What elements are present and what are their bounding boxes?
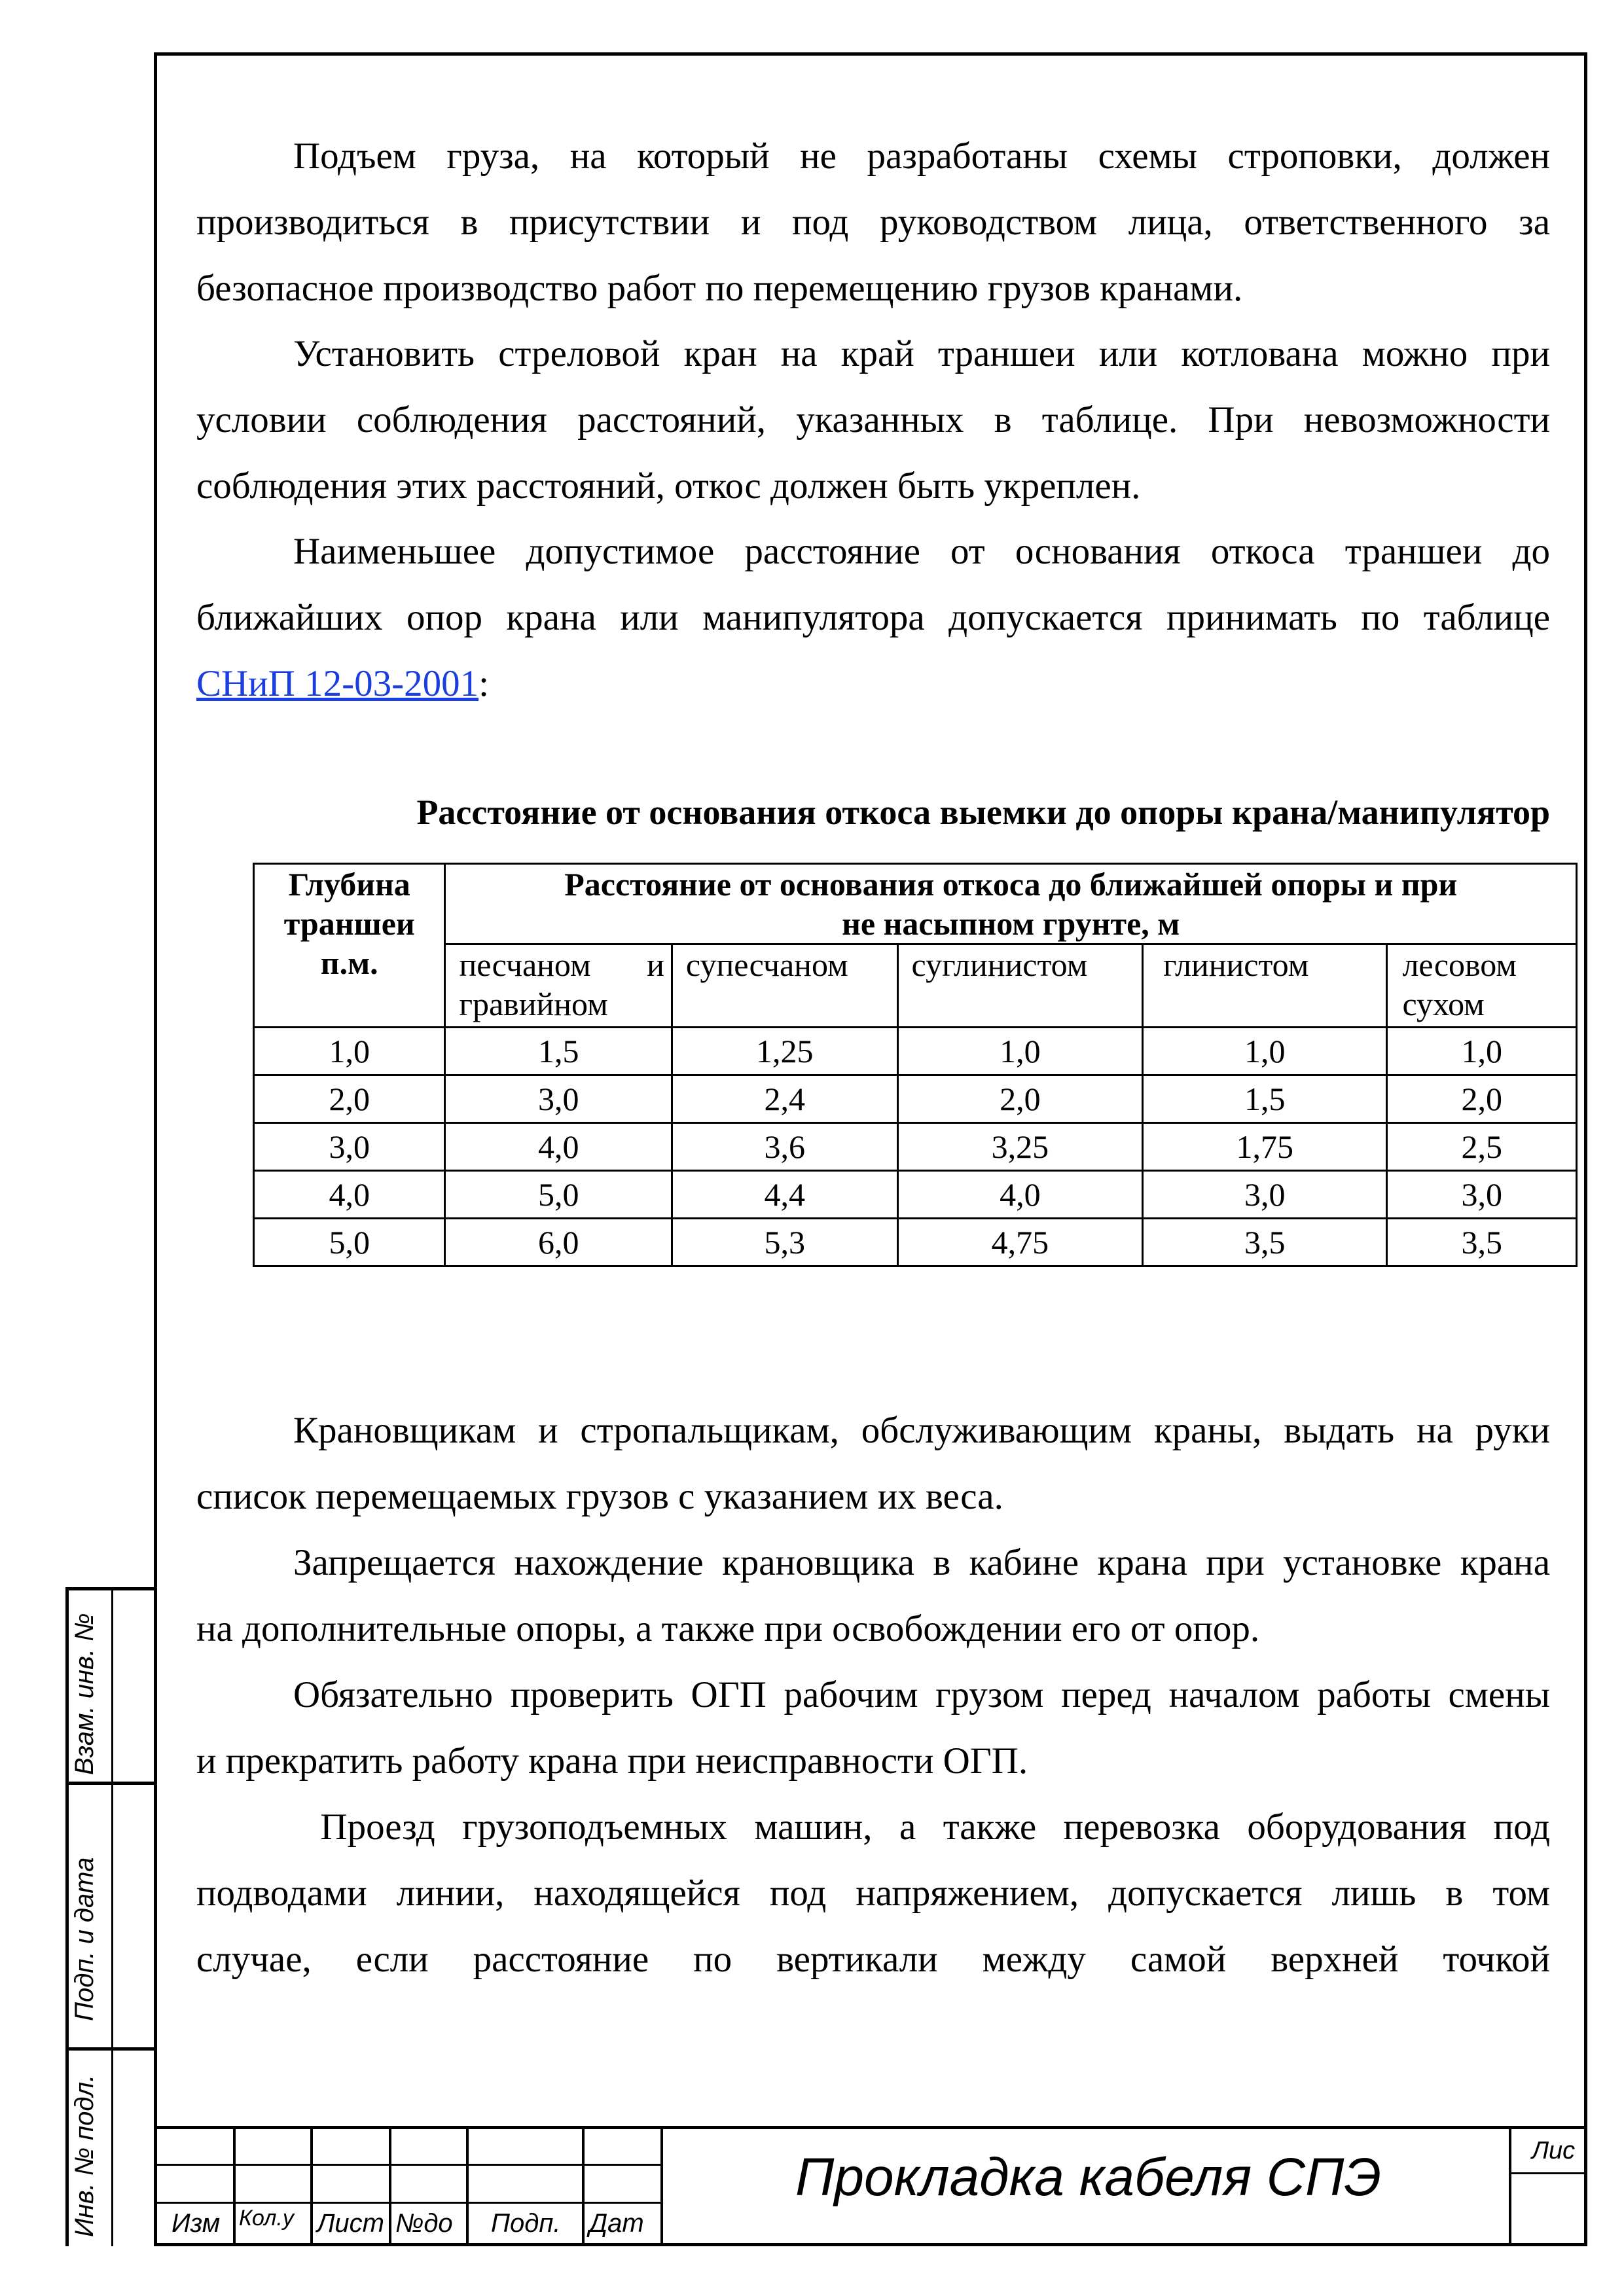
margin-strip-divider bbox=[111, 1587, 113, 2246]
col-label-date: Дат bbox=[589, 2209, 644, 2238]
table-cell: 1,0 bbox=[1143, 1028, 1387, 1075]
header-line: супесчаном bbox=[685, 946, 848, 983]
header-line: п.м. bbox=[320, 944, 378, 981]
table-cell: 5,0 bbox=[254, 1219, 445, 1266]
table-caption: Расстояние от основания откоса выемки до опоры крана/манипулятор bbox=[416, 793, 1550, 832]
margin-strip-line bbox=[65, 2047, 157, 2051]
soil-header-sand bbox=[445, 944, 672, 1028]
snip-link[interactable]: СНиП 12-03-2001 bbox=[196, 663, 479, 704]
header-line: суглинистом bbox=[911, 946, 1088, 983]
soil-header-sandy-loam bbox=[672, 944, 897, 1028]
paragraph-ogp-check bbox=[196, 1662, 1550, 1794]
header-line: траншеи bbox=[283, 905, 415, 942]
header-line: Глубина bbox=[288, 866, 410, 903]
soil-header-loess bbox=[1387, 944, 1577, 1028]
table-row bbox=[254, 1028, 1577, 1075]
title-block-col bbox=[660, 2126, 663, 2246]
text-line bbox=[196, 651, 1550, 717]
header-line: песчаном и bbox=[459, 946, 664, 983]
col-label-sign: Подп. bbox=[491, 2209, 561, 2238]
table-row bbox=[254, 1075, 1577, 1123]
title-block-col bbox=[582, 2126, 585, 2246]
col-label-izm: Изм bbox=[171, 2209, 221, 2238]
margin-label-signature-date: Подп. и дата bbox=[70, 1857, 99, 2021]
header-line: глинистом bbox=[1163, 946, 1309, 983]
title-block-col bbox=[389, 2126, 391, 2246]
soil-header-clay bbox=[1143, 944, 1387, 1028]
table-cell: 4,4 bbox=[672, 1171, 897, 1219]
text-line: условии соблюдения расстояний, указанных в таблице. При невозможности bbox=[196, 399, 1550, 440]
paragraph-min-distance bbox=[196, 518, 1550, 717]
table-cell: 1,75 bbox=[1143, 1123, 1387, 1171]
table-cell: 4,75 bbox=[897, 1219, 1143, 1266]
table-cell: 4,0 bbox=[254, 1171, 445, 1219]
header-line: Расстояние от основания откоса до ближайшей опоры и при bbox=[564, 866, 1458, 903]
table-cell: 4,0 bbox=[445, 1123, 672, 1171]
header-line: сухом bbox=[1402, 986, 1485, 1022]
table-cell: 3,0 bbox=[1143, 1171, 1387, 1219]
text-line: на дополнительные опоры, а также при освобождении его от опор. bbox=[196, 1608, 1260, 1649]
table-header-row bbox=[254, 864, 1577, 944]
text-line: безопасное производство работ по перемещению грузов кранами. bbox=[196, 268, 1243, 309]
header-line: лесовом bbox=[1402, 946, 1517, 983]
table-cell: 1,0 bbox=[897, 1028, 1143, 1075]
table-row bbox=[254, 1219, 1577, 1266]
table-cell: 1,5 bbox=[1143, 1075, 1387, 1123]
paragraph-cabin-prohibition bbox=[196, 1530, 1550, 1662]
text-line: Установить стреловой кран на край траншеи или котлована можно при bbox=[293, 333, 1550, 374]
depth-header bbox=[254, 864, 445, 1028]
title-block-col bbox=[310, 2126, 313, 2246]
header-line: гравийном bbox=[459, 986, 608, 1022]
table-cell: 5,3 bbox=[672, 1219, 897, 1266]
paragraph-power-lines bbox=[196, 1794, 1550, 1992]
text-line: Подъем груза, на который не разработаны схемы строповки, должен bbox=[293, 135, 1550, 177]
margin-label-replacement-inv: Взам. инв. № bbox=[70, 1613, 99, 1775]
distance-table bbox=[253, 863, 1578, 1267]
text-line: ближайших опор крана или манипулятора допускается принимать по таблице bbox=[196, 597, 1550, 638]
table-cell: 3,0 bbox=[445, 1075, 672, 1123]
margin-strip-border bbox=[65, 1587, 69, 2246]
text-line: соблюдения этих расстояний, откос должен быть укреплен. bbox=[196, 465, 1141, 507]
text-line: Крановщикам и стропальщикам, обслуживающим краны, выдать на руки bbox=[293, 1410, 1550, 1451]
paragraph-lifting bbox=[196, 123, 1550, 321]
title-block-line bbox=[1509, 2172, 1586, 2174]
table-cell: 1,5 bbox=[445, 1028, 672, 1075]
paragraph-crane-edge bbox=[196, 321, 1550, 519]
table-cell: 1,0 bbox=[1387, 1028, 1577, 1075]
col-label-kol: Кол.у bbox=[239, 2206, 294, 2231]
col-label-doc: №до bbox=[395, 2209, 453, 2238]
text-line: подводами линии, находящейся под напряжением, допускается лишь в том bbox=[196, 1873, 1550, 1914]
text-line: Проезд грузоподъемных машин, а также перевозка оборудования под bbox=[293, 1806, 1550, 1848]
text-line: Обязательно проверить ОГП рабочим грузом перед началом работы смены bbox=[293, 1674, 1550, 1715]
header-line: не насыпном грунте, м bbox=[842, 905, 1180, 942]
margin-strip-line bbox=[65, 1587, 157, 1590]
table-cell: 2,0 bbox=[897, 1075, 1143, 1123]
table-cell: 2,0 bbox=[254, 1075, 445, 1123]
document-title: Прокладка кабеля СПЭ bbox=[795, 2147, 1382, 2207]
margin-label-original-inv: Инв. № подл. bbox=[70, 2074, 99, 2237]
title-block-line bbox=[156, 2164, 662, 2166]
distance-header bbox=[445, 864, 1577, 944]
table-cell: 2,4 bbox=[672, 1075, 897, 1123]
table-cell: 4,0 bbox=[897, 1171, 1143, 1219]
paragraph-cargo-list bbox=[196, 1397, 1550, 1530]
table-cell: 1,25 bbox=[672, 1028, 897, 1075]
table-cell: 3,25 bbox=[897, 1123, 1143, 1171]
text-line: список перемещаемых грузов с указанием их веса. bbox=[196, 1476, 1003, 1517]
text-line: Запрещается нахождение крановщика в кабине крана при установке крана bbox=[293, 1542, 1550, 1583]
table-cell: 2,0 bbox=[1387, 1075, 1577, 1123]
text-line: Наименьшее допустимое расстояние от основания откоса траншеи до bbox=[293, 531, 1550, 572]
table-subheader-row bbox=[254, 944, 1577, 1028]
title-block-col bbox=[233, 2126, 236, 2246]
margin-strip-line bbox=[65, 1782, 157, 1785]
text-line: и прекратить работу крана при неисправности ОГП. bbox=[196, 1740, 1028, 1782]
table-cell: 5,0 bbox=[445, 1171, 672, 1219]
table-cell: 3,5 bbox=[1143, 1219, 1387, 1266]
table-cell: 3,5 bbox=[1387, 1219, 1577, 1266]
title-block-col bbox=[1509, 2126, 1511, 2246]
table-cell: 2,5 bbox=[1387, 1123, 1577, 1171]
table-row bbox=[254, 1123, 1577, 1171]
table-cell: 3,0 bbox=[1387, 1171, 1577, 1219]
table-cell: 6,0 bbox=[445, 1219, 672, 1266]
text-line: производиться в присутствии и под руководством лица, ответственного за bbox=[196, 202, 1550, 243]
table-row bbox=[254, 1171, 1577, 1219]
title-block-col bbox=[466, 2126, 469, 2246]
table-cell: 1,0 bbox=[254, 1028, 445, 1075]
title-block-line bbox=[156, 2202, 662, 2204]
table-cell: 3,0 bbox=[254, 1123, 445, 1171]
soil-header-loam bbox=[897, 944, 1143, 1028]
title-block-top-line bbox=[156, 2126, 1586, 2129]
col-label-list: Лист bbox=[317, 2209, 384, 2238]
sheet-label: Лис bbox=[1532, 2137, 1576, 2164]
link-suffix: : bbox=[478, 663, 489, 704]
table-cell: 3,6 bbox=[672, 1123, 897, 1171]
text-line: случае, если расстояние по вертикали между самой верхней точкой bbox=[196, 1939, 1550, 1980]
